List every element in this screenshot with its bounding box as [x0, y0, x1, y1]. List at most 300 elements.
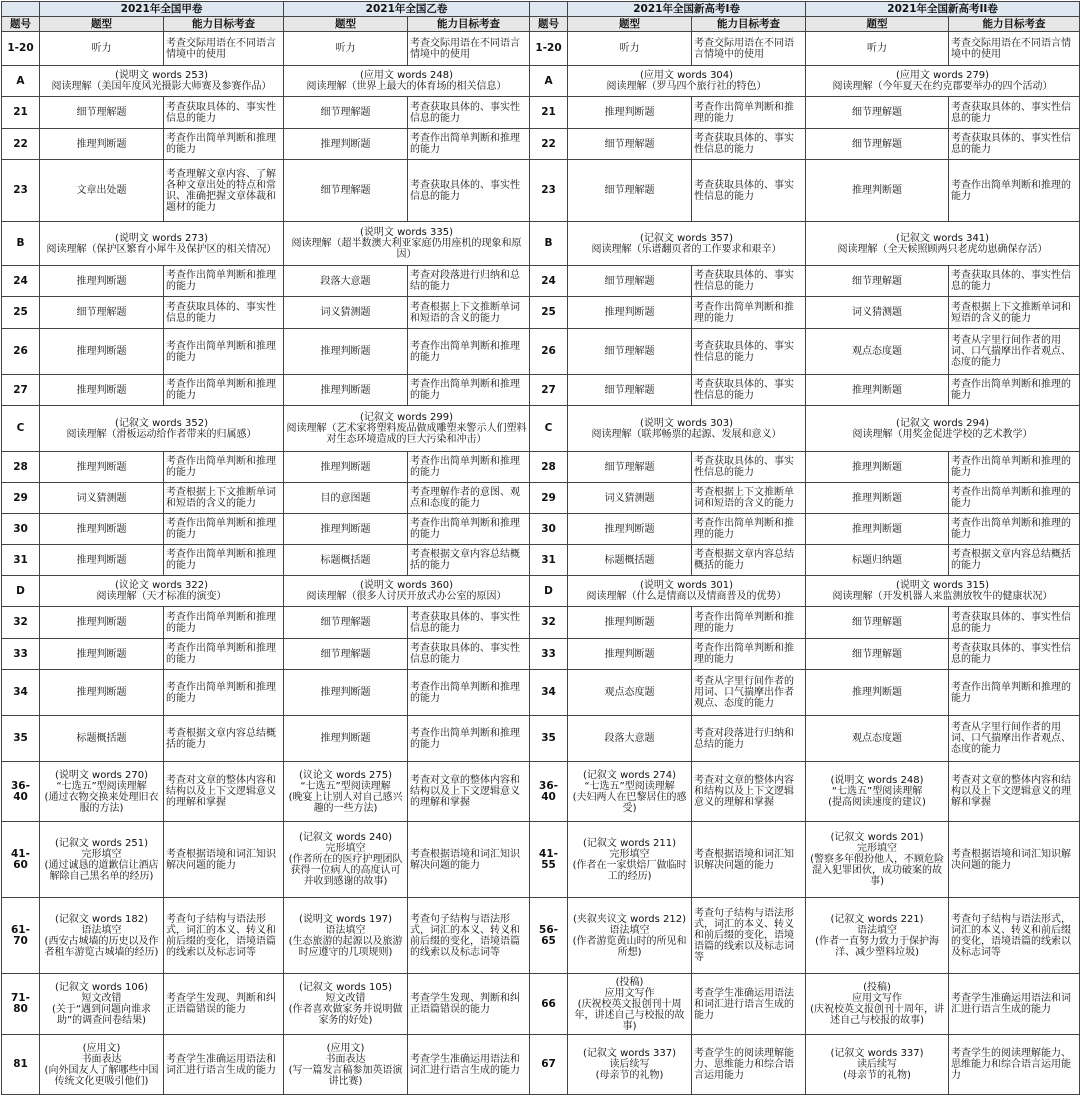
ability-target: 考查获取具体的、事实性信息的能力 — [164, 97, 284, 129]
question-row — [2, 329, 1080, 375]
question-type — [284, 898, 408, 974]
cell-line: (说明文 words 303) — [640, 417, 734, 429]
question-number: 30 — [530, 514, 568, 545]
cell-line: 阅读理解（很多人讨厌开放式办公室的原因） — [306, 591, 507, 602]
question-type: 细节理解题 — [40, 97, 164, 129]
cell-line: 语法填空 — [81, 924, 122, 936]
question-row — [2, 452, 1080, 483]
header-ability-4: 能力目标考查 — [949, 17, 1080, 32]
question-row — [2, 297, 1080, 329]
cell-line: (母亲节的礼物) — [595, 1070, 664, 1081]
question-number: 34 — [2, 670, 40, 716]
ability-target: 考查作出简单判断和推理的能力 — [949, 160, 1080, 222]
cell-line: (关于“遇到问题向谁求助”的调查问卷结果) — [51, 1004, 152, 1026]
cell-line: (议论文 words 275) — [298, 769, 393, 781]
question-row — [2, 670, 1080, 716]
question-type — [806, 974, 949, 1035]
cell-line: 阅读理解（用奖金促进学校的艺术教学） — [852, 428, 1033, 440]
ability-target: 考查获取具体的、事实性信息的能力 — [408, 639, 530, 670]
question-number: C — [2, 406, 40, 452]
cell-line: (庆祝校英文报创刊十周年，讲述自己与校报的故事) — [574, 998, 685, 1032]
cell-line: 语法填空 — [857, 924, 898, 936]
ability-target: 考查根据文章内容总结概括的能力 — [408, 545, 530, 576]
cell-line: 语法填空 — [609, 924, 650, 936]
ability-target: 考查根据文章内容总结概括的能力 — [949, 545, 1080, 576]
question-number: C — [530, 406, 568, 452]
cell-line: 完形填空 — [609, 848, 650, 860]
question-row — [2, 483, 1080, 514]
question-row — [2, 375, 1080, 406]
question-number: 1-20 — [2, 32, 40, 66]
cell-line: (通过诚恳的道歉信让酒店解除自己黑名单的经历) — [44, 859, 159, 882]
cell-line: (西安古城墙的历史以及作者租车游览古城墙的经历) — [44, 935, 159, 958]
paper-title-2: 2021年全国乙卷 — [284, 2, 530, 17]
question-number: 22 — [530, 129, 568, 160]
question-number: 28 — [530, 452, 568, 483]
ability-target: 考查作出简单判断和推理的能力 — [408, 514, 530, 545]
ability-target: 考查作出简单判断和推理的能力 — [408, 716, 530, 762]
question-type — [568, 822, 692, 898]
cell-line: (提高阅读速度的建议) — [828, 797, 926, 808]
question-number: 28 — [2, 452, 40, 483]
ability-target: 考查从字里行间作者的用词、口气揣摩出作者观点、态度的能力 — [949, 716, 1080, 762]
question-type — [284, 974, 408, 1035]
cell-line: (生态旅游的起源以及旅游时应遵守的几项规则) — [288, 935, 403, 958]
cell-line: (投稿) — [615, 976, 644, 988]
cell-line: (应用文) — [326, 1042, 365, 1054]
question-number: 23 — [2, 160, 40, 222]
question-type: 细节理解题 — [806, 639, 949, 670]
ability-target: 考查作出简单判断和推理的能力 — [949, 452, 1080, 483]
ability-target: 考查作出简单判断和推理的能力 — [164, 375, 284, 406]
ability-target: 考查根据上下文推断单词和短语的含义的能力 — [164, 483, 284, 514]
question-number: 36-40 — [530, 762, 568, 822]
cell-line: (说明文 words 248) — [830, 775, 924, 786]
paper-title-4: 2021年全国新高考II卷 — [806, 2, 1080, 17]
ability-target: 考查根据上下文推断单词和短语的含义的能力 — [408, 297, 530, 329]
ability-target: 考查学生准确运用语法和词汇进行语言生成的能力 — [692, 974, 806, 1035]
question-type: 听力 — [284, 32, 408, 66]
question-type: 文章出处题 — [40, 160, 164, 222]
question-number: 31 — [530, 545, 568, 576]
question-row — [2, 129, 1080, 160]
question-type: 细节理解题 — [40, 297, 164, 329]
question-type: 细节理解题 — [568, 160, 692, 222]
question-row — [2, 514, 1080, 545]
ability-target: 考查交际用语在不同语言情境中的使用 — [949, 32, 1080, 66]
passage-heading — [568, 66, 806, 97]
question-number: 34 — [530, 670, 568, 716]
corner-cell — [2, 2, 40, 17]
question-type: 推理判断题 — [568, 639, 692, 670]
ability-target: 考查根据语境和词汇知识解决问题的能力 — [949, 822, 1080, 898]
ability-target: 考查作出简单判断和推理的能力 — [692, 97, 806, 129]
question-number: B — [530, 222, 568, 266]
cell-line: (应用文) — [82, 1042, 121, 1054]
question-type: 推理判断题 — [806, 160, 949, 222]
question-type: 推理判断题 — [40, 545, 164, 576]
ability-target: 考查句子结构与语法形式，词汇的本义、转义和前后缀的变化，语境语篇的线索以及标志词等 — [692, 898, 806, 974]
question-type: 推理判断题 — [40, 514, 164, 545]
header-type-2: 题型 — [284, 17, 408, 32]
question-number: 30 — [2, 514, 40, 545]
question-type — [284, 762, 408, 822]
header-type-1: 题型 — [40, 17, 164, 32]
cell-line: (记叙文 words 299) — [360, 412, 454, 423]
ability-target: 考查句子结构与语法形式，词汇的本义、转义和前后缀的变化，语境语篇的线索以及标志词等 — [949, 898, 1080, 974]
cell-line: “七选五”型阅读理解 — [831, 786, 923, 797]
cell-line: 应用文写作 — [852, 993, 903, 1004]
question-number: 35 — [530, 716, 568, 762]
question-number: 71-80 — [2, 974, 40, 1035]
question-type: 细节理解题 — [568, 452, 692, 483]
question-number: 41-60 — [2, 822, 40, 898]
ability-target: 考查对段落进行归纳和总结的能力 — [408, 266, 530, 297]
question-type: 推理判断题 — [806, 483, 949, 514]
cell-line: (夹叙夹议文 words 212) — [573, 913, 687, 925]
question-row — [2, 974, 1080, 1035]
question-number: 25 — [2, 297, 40, 329]
ability-target: 考查对文章的整体内容和结构以及上下文逻辑意义的理解和掌握 — [692, 762, 806, 822]
question-type: 推理判断题 — [40, 129, 164, 160]
cell-line: (投稿) — [863, 982, 891, 993]
ability-target: 考查作出简单判断和推理的能力 — [164, 452, 284, 483]
section-row — [2, 576, 1080, 607]
cell-line: 完形填空 — [325, 843, 366, 854]
ability-target: 考查作出简单判断和推理的能力 — [164, 545, 284, 576]
cell-line: 语法填空 — [325, 924, 366, 936]
question-type: 细节理解题 — [568, 129, 692, 160]
cell-line: 阅读理解（开发机器人来监测放牧牛的健康状况） — [832, 591, 1053, 602]
question-type: 推理判断题 — [40, 329, 164, 375]
question-type: 推理判断题 — [284, 375, 408, 406]
cell-line: (作者游览黄山时的所见和所想) — [572, 935, 687, 958]
header-type-4: 题型 — [806, 17, 949, 32]
question-number: 1-20 — [530, 32, 568, 66]
cell-line: (记叙文 words 251) — [54, 837, 149, 849]
cell-line: (说明文 words 301) — [640, 580, 734, 591]
ability-target: 考查获取具体的、事实性信息的能力 — [949, 129, 1080, 160]
question-number: 33 — [530, 639, 568, 670]
paper-title-1: 2021年全国甲卷 — [40, 2, 284, 17]
cell-line: 阅读理解（联邦畅票的起源、发展和意义） — [591, 428, 782, 440]
cell-line: (作者在一家烘焙厂做临时工的经历) — [572, 859, 687, 882]
question-type: 推理判断题 — [806, 452, 949, 483]
passage-heading — [568, 406, 806, 452]
question-number: 24 — [2, 266, 40, 297]
question-row — [2, 822, 1080, 898]
question-type: 推理判断题 — [568, 297, 692, 329]
cell-line: (说明文 words 253) — [114, 70, 209, 81]
header-num-1: 题号 — [2, 17, 40, 32]
question-type — [40, 762, 164, 822]
ability-target: 考查根据文章内容总结概括的能力 — [164, 716, 284, 762]
ability-target: 考查句子结构与语法形式，词汇的本义、转义和前后缀的变化，语境语篇的线索以及标志词等 — [164, 898, 284, 974]
ability-target: 考查作出简单判断和推理的能力 — [408, 670, 530, 716]
ability-target: 考查获取具体的、事实性信息的能力 — [408, 97, 530, 129]
question-type: 推理判断题 — [568, 514, 692, 545]
question-type: 推理判断题 — [806, 670, 949, 716]
cell-line: (记叙文 words 337) — [830, 1048, 924, 1059]
ability-target: 考查作出简单判断和推理的能力 — [408, 329, 530, 375]
question-type: 听力 — [568, 32, 692, 66]
cell-line: (应用文 words 248) — [360, 70, 454, 81]
ability-target: 考查学生准确运用语法和词汇进行语言生成的能力 — [408, 1035, 530, 1095]
cell-line: 阅读理解（超半数澳大利亚家庭仍用座机的现象和原因） — [291, 238, 522, 260]
cell-line: 完形填空 — [857, 843, 898, 854]
ability-target: 考查从字里行间作者的用词、口气揣摩出作者观点、态度的能力 — [692, 670, 806, 716]
ability-target: 考查获取具体的、事实性信息的能力 — [692, 160, 806, 222]
question-row — [2, 762, 1080, 822]
ability-target: 考查作出简单判断和推理的能力 — [408, 375, 530, 406]
cell-line: 应用文写作 — [604, 987, 655, 999]
passage-heading — [40, 406, 284, 452]
corner-cell-2 — [530, 2, 568, 17]
cell-line: 阅读理解（乐谱翻页者的工作要求和艰辛） — [591, 243, 782, 255]
comparison-table — [1, 1, 1080, 1095]
header-ability-1: 能力目标考查 — [164, 17, 284, 32]
ability-target: 考查对文章的整体内容和结构以及上下文逻辑意义的理解和掌握 — [164, 762, 284, 822]
cell-line: (作者所在的医疗护理团队获得一位病人的高度认可并收到感谢的故事) — [288, 854, 403, 887]
question-number: 21 — [530, 97, 568, 129]
question-type: 标题归纳题 — [806, 545, 949, 576]
ability-target: 考查获取具体的、事实性信息的能力 — [692, 266, 806, 297]
cell-line: 阅读理解（天才标准的演变） — [96, 591, 227, 602]
question-type: 目的意图题 — [284, 483, 408, 514]
ability-target: 考查作出简单判断和推理的能力 — [949, 375, 1080, 406]
cell-line: (记叙文 words 274) — [583, 769, 677, 781]
question-type: 观点态度题 — [568, 670, 692, 716]
question-type: 标题概括题 — [568, 545, 692, 576]
cell-line: (说明文 words 273) — [114, 232, 209, 244]
question-number: 35 — [2, 716, 40, 762]
question-type: 细节理解题 — [284, 160, 408, 222]
ability-target: 考查获取具体的、事实性信息的能力 — [408, 607, 530, 639]
question-type — [806, 822, 949, 898]
cell-line: (母亲节的礼物) — [843, 1070, 911, 1081]
cell-line: (应用文 words 279) — [896, 70, 990, 81]
ability-target: 考查作出简单判断和推理的能力 — [408, 452, 530, 483]
ability-target: 考查学生准确运用语法和词汇进行语言生成的能力 — [949, 974, 1080, 1035]
passage-heading — [284, 406, 530, 452]
cell-line: (记叙文 words 106) — [54, 982, 149, 993]
question-number: 24 — [530, 266, 568, 297]
cell-line: 阅读理解（艺术家将塑料废品做成雕塑来警示人们塑料对生态环境造成的巨大污染和冲击） — [286, 423, 527, 445]
ability-target: 考查作出简单判断和推理的能力 — [164, 639, 284, 670]
ability-target: 考查学生发现、判断和纠正语篇错误的能力 — [408, 974, 530, 1035]
question-number: 33 — [2, 639, 40, 670]
question-type: 推理判断题 — [806, 375, 949, 406]
question-type: 词义猜测题 — [284, 297, 408, 329]
cell-line: 短文改错 — [325, 993, 366, 1004]
question-number: 29 — [2, 483, 40, 514]
ability-target: 考查句子结构与语法形式，词汇的本义、转义和前后缀的变化，语境语篇的线索以及标志词等 — [408, 898, 530, 974]
question-type: 观点态度题 — [806, 329, 949, 375]
question-number: 29 — [530, 483, 568, 514]
header-ability-2: 能力目标考查 — [408, 17, 530, 32]
question-number: 36-40 — [2, 762, 40, 822]
question-type — [806, 898, 949, 974]
question-type: 听力 — [40, 32, 164, 66]
header-num-2: 题号 — [530, 17, 568, 32]
question-number: 27 — [2, 375, 40, 406]
question-type — [40, 1035, 164, 1095]
ability-target: 考查作出简单判断和推理的能力 — [164, 670, 284, 716]
question-type — [284, 822, 408, 898]
question-number: 56-65 — [530, 898, 568, 974]
cell-line: (说明文 words 270) — [54, 769, 149, 781]
section-row — [2, 222, 1080, 266]
ability-target: 考查根据语境和词汇知识解决问题的能力 — [408, 822, 530, 898]
cell-line: (夫妇两人在巴黎居住的感受) — [572, 791, 687, 814]
ability-target: 考查作出简单判断和推理的能力 — [164, 607, 284, 639]
ability-target: 考查作出简单判断和推理的能力 — [692, 639, 806, 670]
question-type: 细节理解题 — [284, 639, 408, 670]
question-type: 标题概括题 — [284, 545, 408, 576]
ability-target: 考查对文章的整体内容和结构以及上下文逻辑意义的理解和掌握 — [408, 762, 530, 822]
cell-line: 短文改错 — [81, 993, 122, 1004]
question-type: 推理判断题 — [40, 607, 164, 639]
cell-line: (记叙文 words 211) — [583, 837, 677, 849]
question-type: 细节理解题 — [806, 266, 949, 297]
ability-target: 考查根据上下文推断单词和短语的含义的能力 — [692, 483, 806, 514]
cell-line: 阅读理解（滑板运动给作者带来的归属感） — [66, 428, 257, 440]
ability-target: 考查根据上下文推断单词和短语的含义的能力 — [949, 297, 1080, 329]
question-type: 推理判断题 — [284, 514, 408, 545]
cell-line: 书面表达 — [81, 1053, 122, 1065]
question-row — [2, 1035, 1080, 1095]
question-type — [806, 1035, 949, 1095]
cell-line: (庆祝校英文报创刊十周年，讲述自己与校报的故事) — [810, 1004, 944, 1026]
question-number: 21 — [2, 97, 40, 129]
ability-target: 考查对文章的整体内容和结构以及上下文逻辑意义的理解和掌握 — [949, 762, 1080, 822]
question-type — [40, 898, 164, 974]
question-number: 67 — [530, 1035, 568, 1095]
ability-target: 考查对段落进行归纳和总结的能力 — [692, 716, 806, 762]
question-type: 标题概括题 — [40, 716, 164, 762]
question-type: 词义猜测题 — [568, 483, 692, 514]
cell-line: 书面表达 — [325, 1053, 366, 1065]
question-number: 81 — [2, 1035, 40, 1095]
cell-line: (记叙文 words 240) — [298, 832, 393, 843]
question-number: 26 — [2, 329, 40, 375]
passage-heading — [40, 576, 284, 607]
question-number: B — [2, 222, 40, 266]
passage-heading — [806, 222, 1080, 266]
ability-target: 考查理解作者的意图、观点和态度的能力 — [408, 483, 530, 514]
passage-heading — [568, 222, 806, 266]
cell-line: 阅读理解（美国年度风光摄影大师赛及参赛作品） — [51, 81, 272, 92]
cell-line: (向外国友人了解哪些中国传统文化更吸引他们) — [44, 1064, 159, 1087]
cell-line: 阅读理解（什么是情商以及情商普及的优势） — [586, 591, 787, 602]
question-row — [2, 32, 1080, 66]
question-type — [568, 974, 692, 1035]
cell-line: (通过衣物交换来处理旧衣服的方法) — [44, 791, 159, 814]
question-type — [40, 822, 164, 898]
ability-target: 考查作出简单判断和推理的能力 — [692, 297, 806, 329]
ability-target: 考查学生发现、判断和纠正语篇错误的能力 — [164, 974, 284, 1035]
question-number: 25 — [530, 297, 568, 329]
ability-target: 考查根据文章内容总结概括的能力 — [692, 545, 806, 576]
cell-line: 读后续写 — [857, 1059, 898, 1070]
ability-target: 考查作出简单判断和推理的能力 — [164, 329, 284, 375]
cell-line: (晚宴上让别人对自己感兴趣的一些方法) — [288, 791, 403, 814]
ability-target: 考查根据语境和词汇知识解决问题的能力 — [692, 822, 806, 898]
table-body — [2, 32, 1080, 1095]
cell-line: (说明文 words 335) — [360, 227, 454, 238]
cell-line: (议论文 words 322) — [114, 580, 209, 591]
passage-heading — [284, 576, 530, 607]
ability-target: 考查理解文章内容、了解各种文章出处的特点和常识、准确把握文章体裁和题材的能力 — [164, 160, 284, 222]
question-type: 推理判断题 — [284, 670, 408, 716]
ability-target: 考查作出简单判断和推理的能力 — [949, 483, 1080, 514]
ability-target: 考查作出简单判断和推理的能力 — [692, 514, 806, 545]
cell-line: (记叙文 words 352) — [114, 417, 209, 429]
question-type: 推理判断题 — [40, 670, 164, 716]
question-number: D — [530, 576, 568, 607]
question-row — [2, 639, 1080, 670]
cell-line: 完形填空 — [81, 848, 122, 860]
header-ability-3: 能力目标考查 — [692, 17, 806, 32]
ability-target: 考查获取具体的、事实性信息的能力 — [164, 297, 284, 329]
question-type: 推理判断题 — [284, 329, 408, 375]
cell-line: 读后续写 — [609, 1059, 650, 1070]
question-type: 推理判断题 — [568, 607, 692, 639]
question-type — [806, 762, 949, 822]
cell-line: (应用文 words 304) — [640, 70, 734, 81]
cell-line: (说明文 words 360) — [360, 580, 454, 591]
paper-title-3: 2021年全国新高考I卷 — [568, 2, 806, 17]
ability-target: 考查获取具体的、事实性信息的能力 — [692, 452, 806, 483]
ability-target: 考查交际用语在不同语言情境中的使用 — [692, 32, 806, 66]
question-row — [2, 266, 1080, 297]
question-row — [2, 898, 1080, 974]
ability-target: 考查作出简单判断和推理的能力 — [164, 266, 284, 297]
ability-target: 考查作出简单判断和推理的能力 — [164, 514, 284, 545]
cell-line: (记叙文 words 105) — [298, 982, 393, 993]
cell-line: (说明文 words 197) — [298, 913, 393, 925]
ability-target: 考查获取具体的、事实性信息的能力 — [408, 160, 530, 222]
question-type: 细节理解题 — [284, 607, 408, 639]
question-type: 词义猜测题 — [40, 483, 164, 514]
question-number: 66 — [530, 974, 568, 1035]
question-type: 推理判断题 — [40, 266, 164, 297]
cell-line: (作者一直努力致力于保护海洋、减少塑料垃圾) — [815, 935, 939, 958]
question-type: 推理判断题 — [284, 129, 408, 160]
cell-line: (警察多年假扮他人，不顾危险混入犯罪团伙，成功破案的故事) — [810, 854, 944, 887]
question-type: 细节理解题 — [806, 607, 949, 639]
cell-line: (记叙文 words 294) — [896, 417, 990, 429]
ability-target: 考查交际用语在不同语言情境中的使用 — [408, 32, 530, 66]
question-number: 41-55 — [530, 822, 568, 898]
section-row — [2, 66, 1080, 97]
question-type: 段落大意题 — [568, 716, 692, 762]
question-row — [2, 607, 1080, 639]
question-type — [284, 1035, 408, 1095]
question-type: 推理判断题 — [40, 639, 164, 670]
cell-line: (记叙文 words 182) — [54, 913, 149, 925]
question-type: 细节理解题 — [806, 97, 949, 129]
ability-target: 考查作出简单判断和推理的能力 — [164, 129, 284, 160]
question-row — [2, 160, 1080, 222]
question-number: D — [2, 576, 40, 607]
question-number: 26 — [530, 329, 568, 375]
cell-line: “七选五”型阅读理解 — [584, 780, 675, 792]
question-type: 推理判断题 — [40, 375, 164, 406]
question-type: 细节理解题 — [568, 266, 692, 297]
ability-target: 考查获取具体的、事实性信息的能力 — [692, 329, 806, 375]
passage-heading — [568, 576, 806, 607]
